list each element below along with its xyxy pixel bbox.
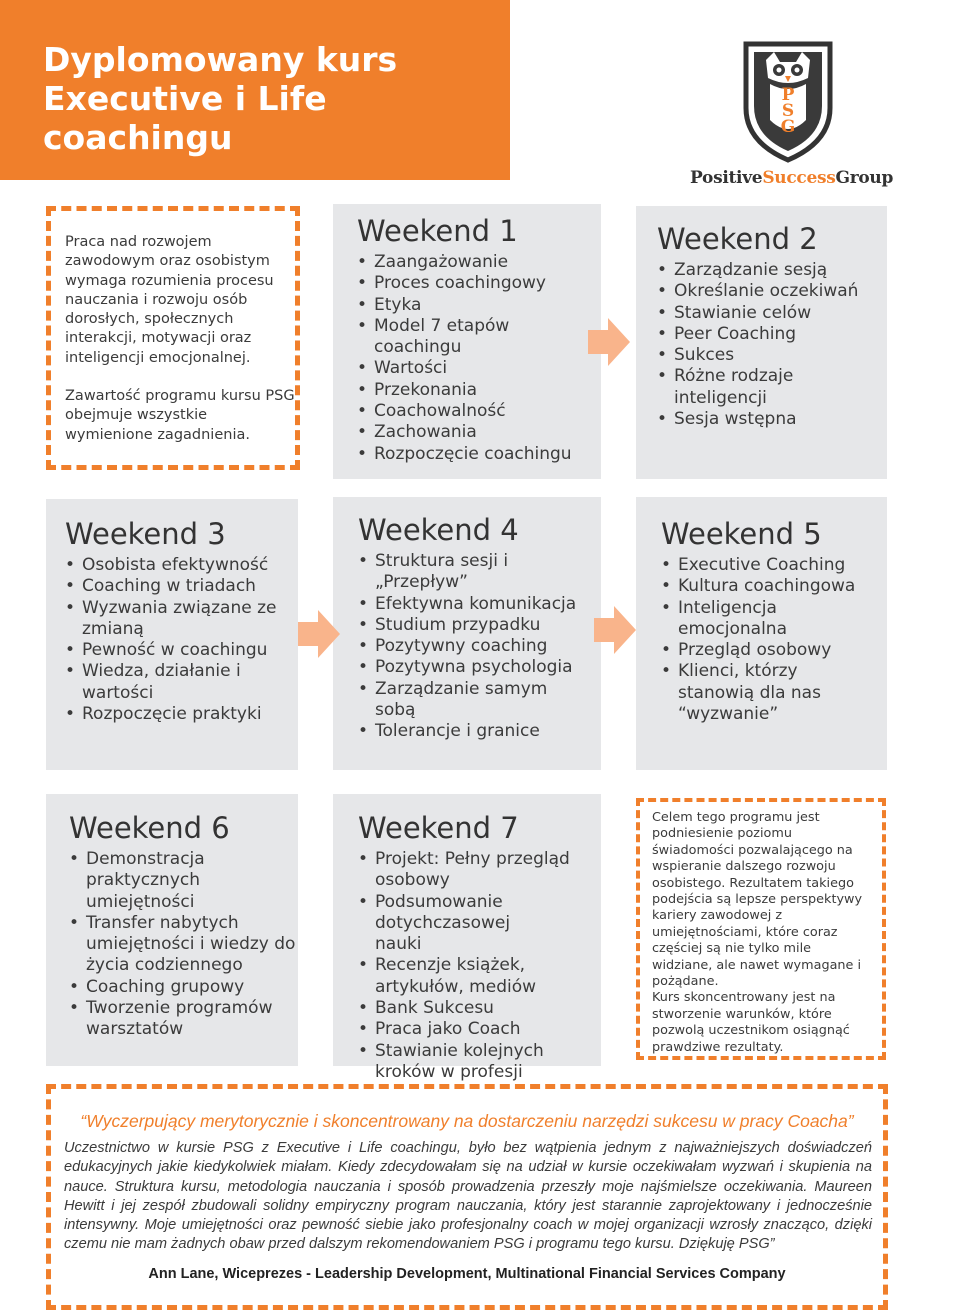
list-item: • Proces coachingowy [357,273,546,294]
testimonial-headline: “Wyczerpujący merytorycznie i skoncentrowany na dostarczeniu narzędzi sukcesu w pracy Coacha” [80,1111,854,1131]
list-item: • Określanie oczekiwań [657,281,859,302]
list-item: • Zarządzanie samym sobą [358,678,548,721]
list-item: • Przekonania [357,379,478,400]
list-item: • Pewność w coachingu [65,640,268,661]
list-item: • Klienci, którzy stanowią dla nas “wyzwanie” [661,661,821,725]
logo-letter-g: G [780,117,796,137]
weekend-6-list [69,849,298,1041]
weekend-3-list [65,555,298,725]
arrow-right-icon [588,316,630,368]
weekend-3-card [46,499,298,770]
weekend-5-list [661,555,887,725]
list-item: • Bank Sukcesu [358,998,494,1019]
logo-word-group: Group [835,168,894,188]
list-item: • Zachowania [357,422,477,443]
psg-logo [690,38,894,198]
weekend-5-card [636,497,887,770]
logo-word-positive: Positive [690,168,763,188]
list-item: • Rozpoczęcie coachingu [357,443,572,464]
list-item: • Osobista efektywność [65,555,269,575]
title-line-2: Executive i Life [43,79,327,118]
title-line-3: coachingu [43,118,233,157]
list-item: • Studium przypadku [358,614,541,635]
list-item: • Projekt: Pełny przegląd osobowy [358,849,570,891]
page-title [43,40,483,157]
arrow-right-icon [594,604,636,656]
intro-paragraph-1: Praca nad rozwojem zawodowym oraz osobistym wymaga rozumienia procesu nauczania i rozwoju osób dorosłych, społecznych interakcji, motywacji oraz inteligencji emocjonalnej. [65,234,274,366]
list-item: • Podsumowanie dotychczasowej nauki [358,891,511,955]
weekend-7-card [333,794,601,1082]
list-item: • Wiedza, działanie i wartości [65,661,241,703]
list-item: • Różne rodzaje inteligencji [657,366,794,408]
weekend-2-list [657,260,887,430]
logo-wordmark [690,168,894,188]
list-item: • Coaching w triadach [65,576,256,597]
logo-letter-s: S [781,101,795,121]
list-item: • Coaching grupowy [69,976,245,997]
list-item: • Recenzje książek, artykułów, mediów [358,955,537,997]
weekend-6-card [46,794,298,1066]
weekend-6-title: Weekend 6 [69,811,230,845]
logo-letter-p: P [781,85,795,105]
weekend-4-card [333,497,601,770]
list-item: • Wartości [357,358,448,379]
weekend-7-title: Weekend 7 [358,811,519,845]
weekend-2-title: Weekend 2 [657,222,818,256]
weekend-3-title: Weekend 3 [65,517,226,551]
program-goal-box [636,798,886,1060]
title-line-1: Dyplomowany kurs [43,40,398,79]
list-item: • Executive Coaching [661,555,846,575]
list-item: • Pozytywny coaching [358,636,548,657]
goal-paragraph-1: Celem tego programu jest podniesienie poziomu świadomości pozwalającego na wspieranie dalszego rozwoju osobistego. Rezultatem takiego podejścia są lepsze perspektywy kariery zawodowej z umiejętnościami, które coraz częściej są nie tylko mile widziane, ale nawet wymagane i pożądane. [652,810,863,990]
list-item: • Stawianie kolejnych kroków w profesji [358,1040,544,1082]
list-item: • Kultura coachingowa [661,576,856,597]
logo-word-success: Success [762,168,836,188]
goal-paragraph-2: Kurs skoncentrowany jest na stworzenie warunków, które pozwolą uczestnikom osiągnąć prawdziwe rezultaty. [652,990,850,1055]
testimonial-signature: Ann Lane, Wiceprezes - Leadership Development, Multinational Financial Services Company [148,1266,786,1282]
list-item: • Stawianie celów [657,302,812,323]
weekend-1-list [357,252,601,465]
weekend-1-title: Weekend 1 [357,214,518,248]
list-item: • Zaangażowanie [357,252,509,272]
weekend-1-card [333,204,601,479]
list-item: • Struktura sesji i „Przepływ” [358,551,509,593]
list-item: • Praca jako Coach [358,1019,521,1040]
list-item: • Rozpoczęcie praktyki [65,704,262,725]
list-item: • Peer Coaching [657,323,797,344]
list-item: • Etyka [357,294,422,315]
list-item: • Tolerancje i granice [358,721,540,742]
list-item: • Tworzenie programów warsztatów [69,998,273,1040]
intro-text [65,233,295,464]
title-banner [0,0,510,180]
list-item: • Zarządzanie sesją [657,260,828,280]
list-item: • Inteligencja emocjonalna [661,597,787,639]
list-item: • Efektywna komunikacja [358,593,577,614]
list-item: • Przegląd osobowy [661,640,832,661]
weekend-7-list [358,849,601,1083]
list-item: • Demonstracja praktycznych umiejętności [69,849,205,912]
intro-box [46,206,300,470]
list-item: • Transfer nabytych umiejętności i wiedzy do życia codziennego [69,912,296,976]
testimonial-box [46,1084,888,1310]
list-item: • Sukces [657,345,735,366]
weekend-2-card [636,206,887,479]
weekend-5-title: Weekend 5 [661,517,822,551]
list-item: • Model 7 etapów coachingu [357,315,510,358]
intro-paragraph-2: Zawartość programu kursu PSG obejmuje wszystkie wymienione zagadnienia. [65,388,295,443]
owl-shield-icon [740,38,836,164]
weekend-4-list [358,551,601,743]
list-item: • Wyzwania związane ze zmianą [65,597,277,639]
testimonial-body: Uczestnictwo w kursie PSG z Executive i Life coachingu, było bez wątpienia jednym z najważniejszych doświadczeń edukacyjnych jakie kiedykolwiek miałam. Kiedy zdecydowałam się na udział w kursie oczekiwałam wyzwań i skupienia na nauce. Struktura kursu, metodologia nauczania i sposób prowadzenia przeszły moje najśmielsze oczekiwania. Maureen Hewitt i jej zespół zbudowali solidny empiryczny program nauczania, który jest starannie zaprojektowany i jednocześnie intensywny. Moje umiejętności oraz pewność siebie jako profesjonalny coach w mojej organizacji wzrosły znacząco, dzięki czemu nie mam żadnych obaw przed dalszym rekomendowaniem PSG i programu tego kursu. Dziękuję PSG” [64,1140,872,1253]
weekend-4-title: Weekend 4 [358,513,519,547]
list-item: • Sesja wstępna [657,409,797,430]
list-item: • Coachowalność [357,401,506,422]
list-item: • Pozytywna psychologia [358,657,573,678]
arrow-right-icon [298,608,340,660]
program-goal-text [652,810,874,1056]
